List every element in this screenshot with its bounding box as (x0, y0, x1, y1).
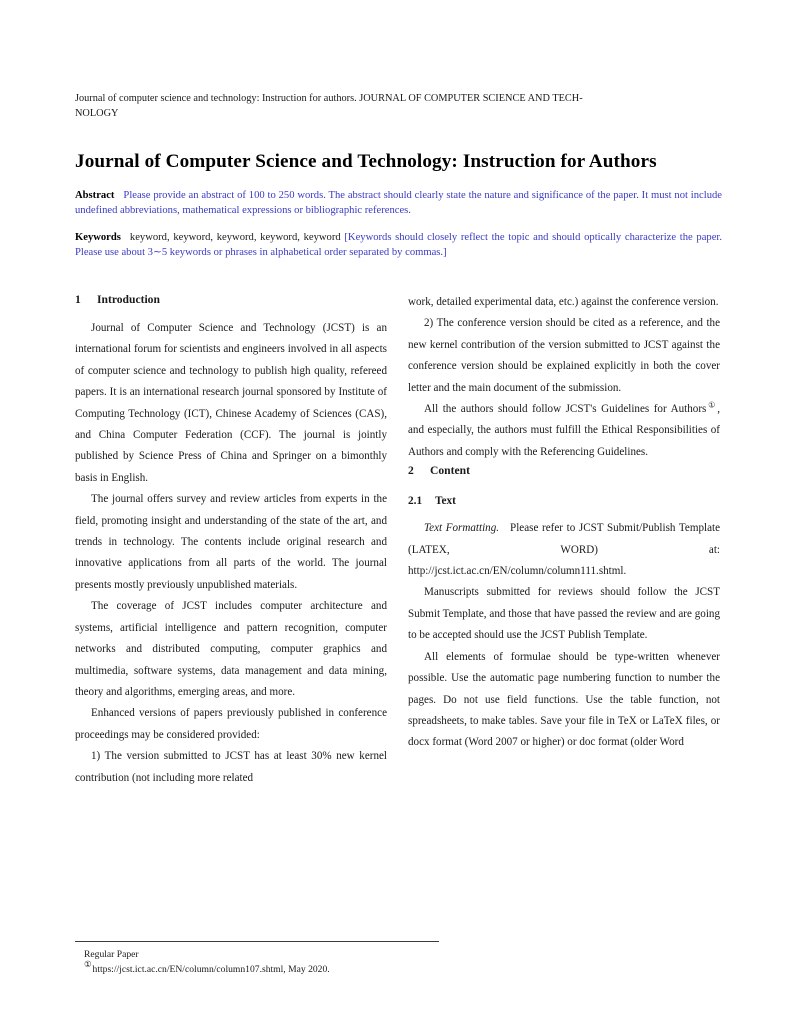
paragraph-text-formatting (408, 518, 720, 582)
keywords-block (75, 230, 722, 260)
text-formatting-label: Text Formatting. (424, 522, 500, 535)
footnote-block (84, 948, 504, 977)
running-header-line-2: NOLOGY (75, 107, 119, 119)
paragraph: Enhanced versions of papers previously published in conference proceedings may be considered provided: (75, 707, 387, 741)
paragraph: The coverage of JCST includes computer architecture and systems, artificial intelligence and pattern recognition, computer networks and distributed computing, computer graphics and multimedia, software systems, data management and data mining, theory and algorithms, emerging areas, and more. (75, 600, 387, 698)
page-title: Journal of Computer Science and Technology: Instruction for Authors (75, 151, 657, 172)
subsection-heading-text (408, 493, 720, 509)
abstract-label: Abstract (75, 190, 115, 201)
paper-type-label: Regular Paper (84, 949, 139, 960)
paragraph: Journal of Computer Science and Technology (JCST) is an international forum for scientists and engineers involved in all aspects of computer science and technology to publish high quality, refereed papers. It is an international research journal sponsored by Institute of Computing Technology (ICT), Chinese Academy of Sciences (CAS), and China Computer Federation (CCF). The journal is jointly published by Science Press of China and Springer on a bimonthly basis in English. (75, 322, 387, 484)
body-column-left (75, 292, 387, 789)
guidelines-text-a: All the authors should follow JCST's Guidelines for Authors (424, 403, 707, 416)
running-header-line-1: Journal of computer science and technology: Instruction for authors. JOURNAL OF COMPUTER SCIENCE AND TECH- (75, 93, 583, 104)
footnote-marker-icon: ① (706, 400, 718, 410)
section-number: 2 (408, 464, 414, 478)
keywords-label: Keywords (75, 232, 121, 243)
paragraph: All elements of formulae should be type-written whenever possible. Use the automatic page numbering function to number the pages. Do not use field functions. Use the table function, not spreadsheets, to make tables. Save your file in TeX or LaTeX files, or docx format (Word 2007 or higher) or doc format (older Word (408, 650, 720, 749)
subsection-title: Text (435, 495, 456, 508)
paragraph-continued: work, detailed experimental data, etc.) against the conference version. (408, 296, 719, 308)
section-title: Content (430, 464, 470, 478)
footnote-entry (84, 960, 504, 978)
paragraph: The journal offers survey and review articles from experts in the field, promoting insight and understanding of the state of the art, and trends in technology. The contents include original research and innovative applications from all parts of the world. The journal presents mostly previously unpublished materials. (75, 493, 387, 591)
section-number: 1 (75, 293, 81, 306)
paragraph: 1) The version submitted to JCST has at least 30% new kernel contribution (not including more related (75, 750, 387, 784)
section-heading-introduction (75, 292, 387, 308)
paragraph: 2) The conference version should be cited as a reference, and the new kernel contribution of the version submitted to JCST against the conference version should be explained explicitly in both the cover letter and the main document of the submission. (408, 317, 720, 394)
section-heading-content (408, 463, 720, 479)
body-column-right (408, 292, 720, 754)
running-header (75, 92, 720, 121)
section-title: Introduction (97, 293, 160, 306)
footnote-divider (75, 941, 439, 942)
keywords-note: [Keywords should closely reflect the topic and should optically characterize the paper. Please use about 3∼5 keywords or phrases in alphabetical order separated by commas.] (75, 232, 722, 259)
guidelines-text-b: , and especially, the authors must fulfill the Ethical Responsibilities of Authors and comply with the Referencing Guidelines. (408, 403, 720, 458)
text-formatting-body: Please refer to JCST Submit/Publish Template (LATEX, WORD) at: http://jcst.ict.ac.cn/EN/column/column111.shtml. (408, 522, 721, 578)
paragraph-guidelines (408, 399, 720, 463)
footnote-text: https://jcst.ict.ac.cn/EN/column/column107.shtml, May 2020. (92, 963, 330, 975)
keywords-list: keyword, keyword, keyword, keyword, keyword (129, 232, 341, 243)
abstract-block (75, 188, 722, 218)
paragraph: Manuscripts submitted for reviews should follow the JCST Submit Template, and those that have passed the review and are going to be accepted should use the JCST Publish Template. (408, 586, 720, 642)
footnote-marker-icon: ① (84, 960, 92, 970)
subsection-number: 2.1 (408, 495, 423, 508)
abstract-text: Please provide an abstract of 100 to 250 words. The abstract should clearly state the nature and significance of the paper. It must not include undefined abbreviations, mathematical expressions or bibliographic references. (75, 190, 722, 217)
